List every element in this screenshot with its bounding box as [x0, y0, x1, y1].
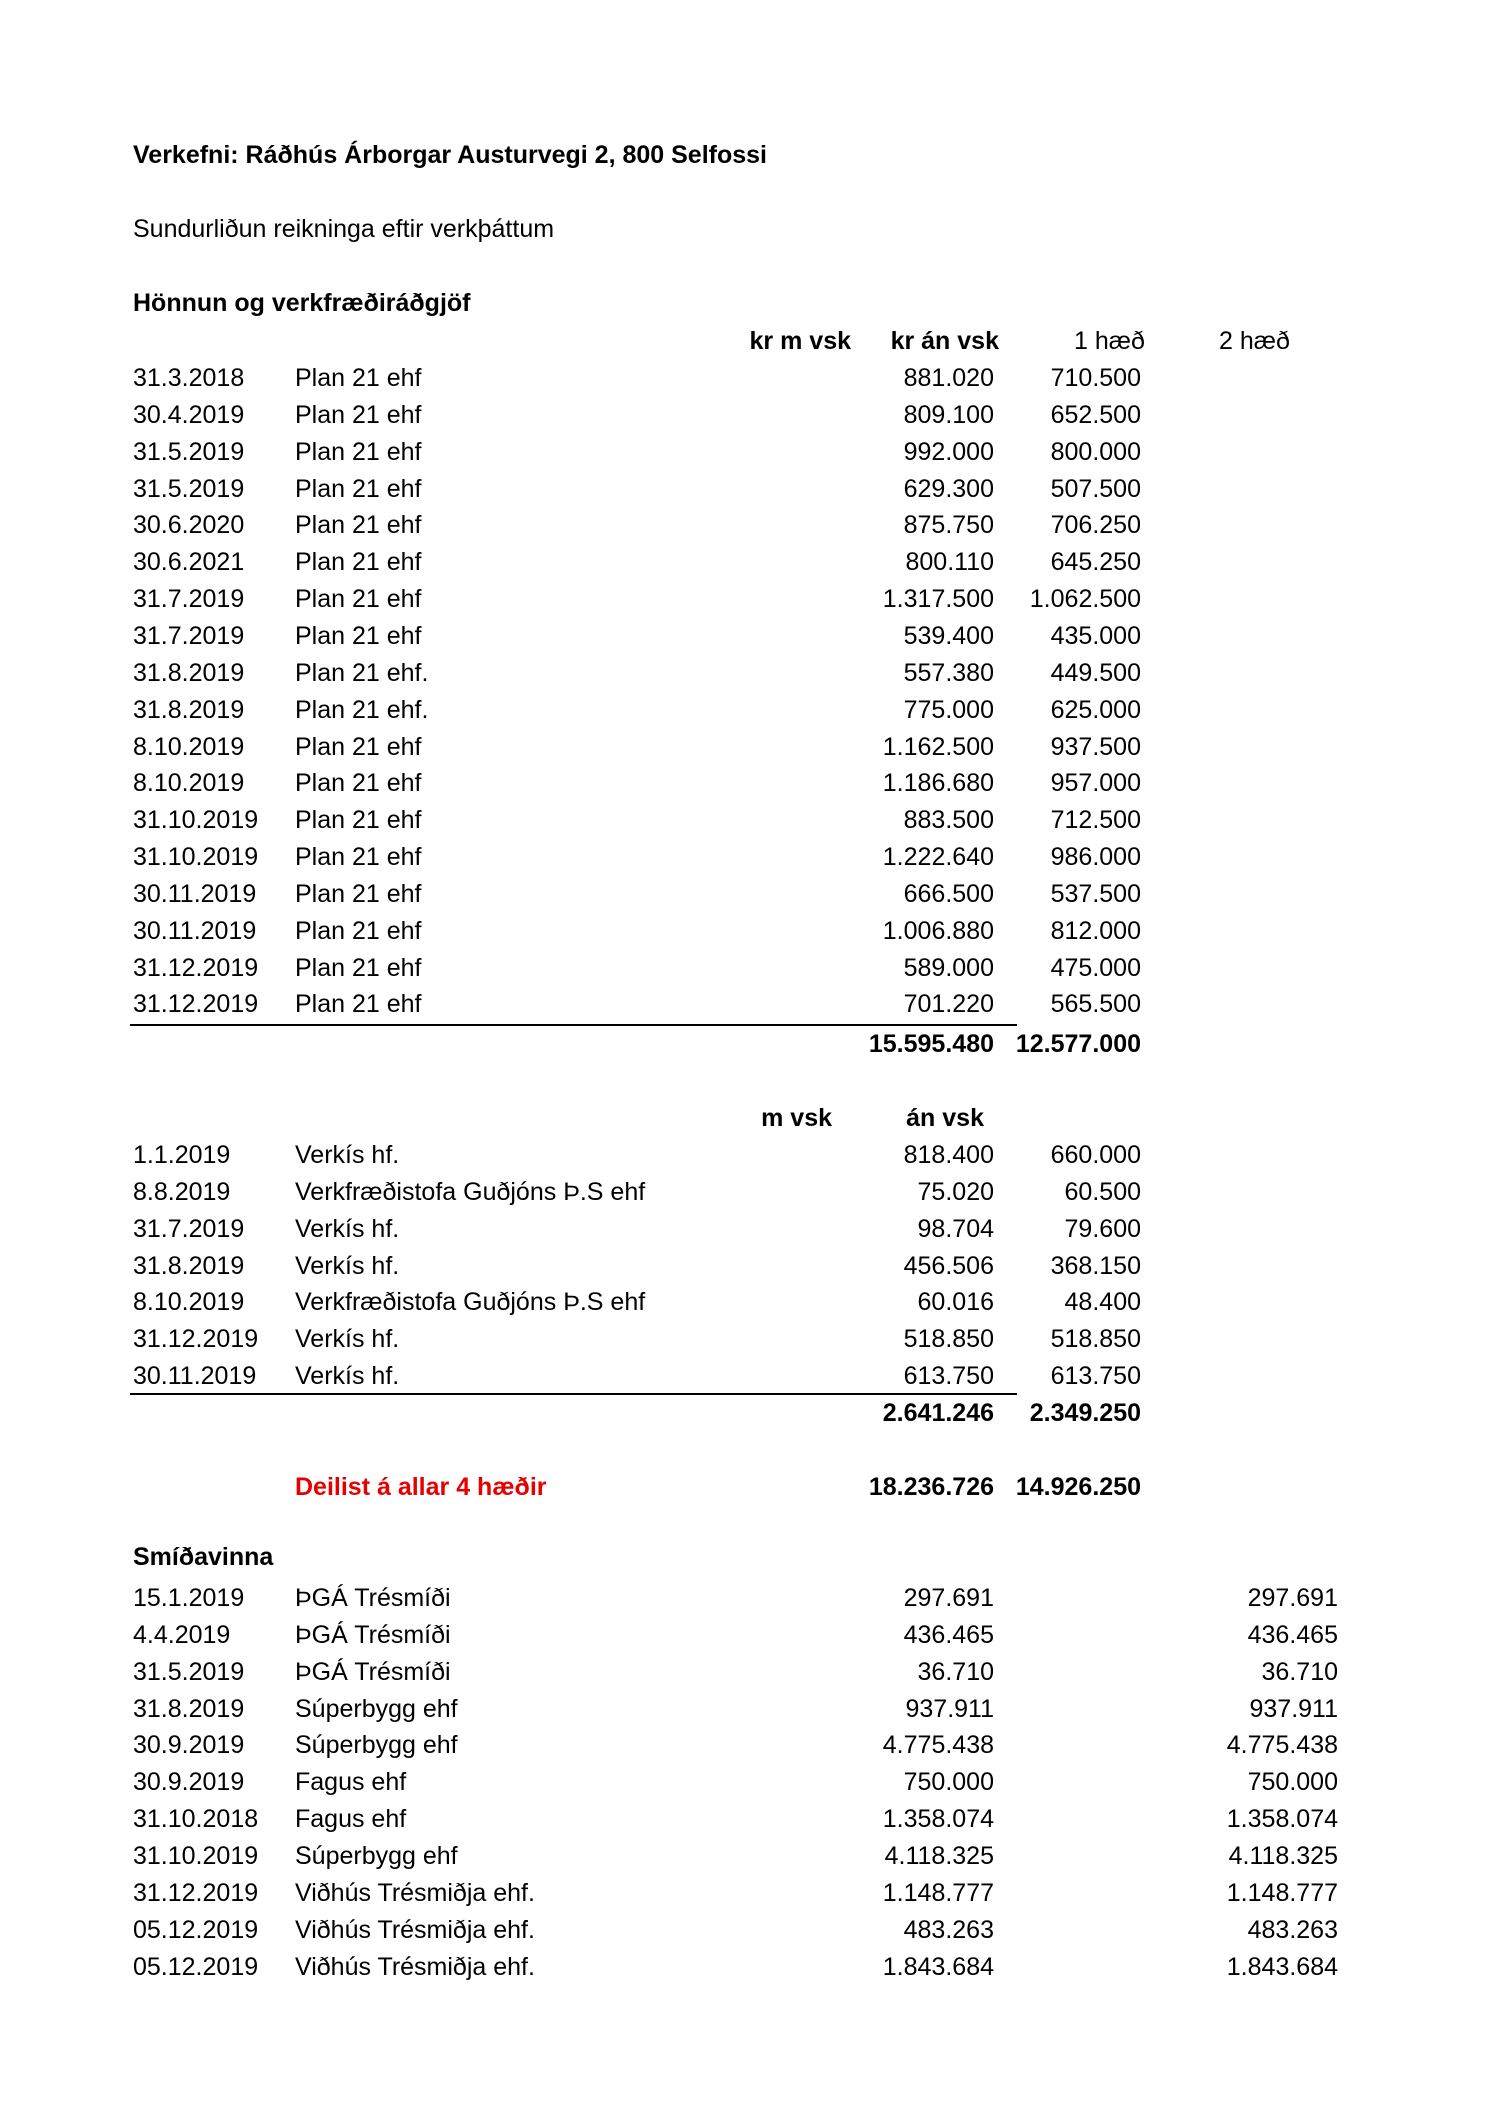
carp-amount-m-vsk: 1.358.074: [882, 1805, 994, 1834]
design-header-m-vsk: kr m vsk: [749, 327, 851, 355]
design-amount-m-vsk: 1.186.680: [882, 769, 994, 798]
carp-date: 31.12.2019: [133, 1878, 259, 1907]
design-amount-m-vsk: 539.400: [903, 621, 994, 650]
design-amount-m-vsk: 629.300: [903, 474, 994, 503]
design-vendor: Plan 21 ehf.: [295, 695, 429, 724]
design-amount-an-vsk: 706.250: [1050, 511, 1141, 540]
design-amount-m-vsk: 1.162.500: [882, 732, 994, 761]
eng-total-row: [128, 1395, 1228, 1432]
eng-amount-an-vsk: 368.150: [1050, 1251, 1141, 1280]
carp-row: [128, 1617, 1338, 1654]
design-vendor: Plan 21 ehf: [295, 916, 422, 945]
design-amount-m-vsk: 800.110: [905, 548, 994, 577]
eng-date: 30.11.2019: [133, 1362, 257, 1391]
eng-amount-an-vsk: 60.500: [1064, 1177, 1141, 1206]
carp-vendor: Viðhús Trésmiðja ehf.: [295, 1878, 535, 1907]
design-row: [128, 913, 1228, 950]
design-amount-m-vsk: 875.750: [903, 511, 994, 540]
eng-vendor: Verkfræðistofa Guðjóns Þ.S ehf: [295, 1288, 646, 1317]
design-row: [128, 765, 1228, 802]
design-amount-m-vsk: 701.220: [903, 990, 994, 1019]
design-amount-an-vsk: 537.500: [1050, 879, 1141, 908]
carp-row: [128, 1727, 1338, 1764]
carp-row: [128, 1764, 1338, 1801]
carp-date: 15.1.2019: [133, 1584, 245, 1612]
design-vendor: Plan 21 ehf: [295, 511, 422, 540]
eng-vendor: Verkfræðistofa Guðjóns Þ.S ehf: [295, 1177, 646, 1206]
carp-vendor: Fagus ehf: [295, 1768, 407, 1797]
design-amount-m-vsk: 1.006.880: [882, 916, 994, 945]
eng-date: 31.12.2019: [133, 1325, 259, 1354]
design-date: 31.3.2018: [133, 364, 245, 392]
design-amount-an-vsk: 475.000: [1050, 953, 1141, 982]
design-amount-m-vsk: 881.020: [903, 364, 994, 392]
eng-row: [128, 1284, 1228, 1321]
carp-amount-m-vsk: 483.263: [903, 1915, 994, 1944]
design-row: [128, 692, 1228, 729]
design-amount-m-vsk: 589.000: [903, 953, 994, 982]
design-vendor: Plan 21 ehf: [295, 364, 422, 392]
carp-date: 30.9.2019: [133, 1768, 245, 1797]
eng-row: [128, 1174, 1228, 1211]
carp-row: [128, 1875, 1338, 1912]
eng-amount-m-vsk: 75.020: [917, 1177, 994, 1206]
eng-vendor: Verkís hf.: [295, 1214, 400, 1243]
carp-date: 31.10.2019: [133, 1841, 259, 1870]
carp-vendor: Viðhús Trésmiðja ehf.: [295, 1915, 535, 1944]
design-amount-an-vsk: 652.500: [1050, 400, 1141, 429]
carp-row: [128, 1654, 1338, 1691]
design-header-an-vsk: kr án vsk: [890, 327, 999, 355]
carp-row: [128, 1801, 1338, 1838]
design-row: [128, 655, 1228, 692]
carp-row: [128, 1949, 1338, 1986]
eng-total-m-vsk: 2.641.246: [882, 1399, 994, 1427]
design-amount-an-vsk: 986.000: [1050, 843, 1141, 872]
carp-amount-m-vsk: 750.000: [903, 1768, 994, 1797]
eng-vendor: Verkís hf.: [295, 1141, 400, 1169]
carp-vendor: Súperbygg ehf: [295, 1694, 458, 1723]
eng-header-an-vsk: án vsk: [906, 1104, 984, 1132]
eng-amount-m-vsk: 613.750: [903, 1362, 994, 1391]
eng-vendor: Verkís hf.: [295, 1251, 400, 1280]
eng-amount-an-vsk: 518.850: [1050, 1325, 1141, 1354]
eng-date: 1.1.2019: [133, 1141, 231, 1169]
carp-vendor: ÞGÁ Trésmíði: [295, 1584, 451, 1612]
design-date: 30.6.2020: [133, 511, 245, 540]
eng-date: 31.7.2019: [133, 1214, 245, 1243]
design-date: 31.10.2019: [133, 806, 259, 835]
carp-date: 05.12.2019: [133, 1915, 259, 1944]
carp-amount-floor2: 4.118.325: [1228, 1841, 1338, 1870]
design-date: 31.8.2019: [133, 695, 245, 724]
eng-amount-an-vsk: 79.600: [1064, 1214, 1141, 1243]
carp-vendor: Fagus ehf: [295, 1805, 407, 1834]
eng-total-an-vsk: 2.349.250: [1029, 1399, 1141, 1427]
carp-amount-floor2: 1.843.684: [1226, 1952, 1338, 1981]
design-amount-an-vsk: 507.500: [1050, 474, 1141, 503]
design-date: 31.12.2019: [133, 990, 259, 1019]
carp-vendor: Súperbygg ehf: [295, 1841, 458, 1870]
design-vendor: Plan 21 ehf: [295, 474, 422, 503]
eng-amount-m-vsk: 60.016: [917, 1288, 994, 1317]
carp-amount-m-vsk: 4.118.325: [884, 1841, 994, 1870]
eng-row: [128, 1321, 1228, 1358]
carp-vendor: Viðhús Trésmiðja ehf.: [295, 1952, 535, 1981]
design-date: 31.12.2019: [133, 953, 259, 982]
carp-date: 31.10.2018: [133, 1805, 259, 1834]
carp-amount-m-vsk: 4.775.438: [882, 1731, 994, 1760]
design-row: [128, 839, 1228, 876]
design-row: [128, 950, 1228, 987]
design-amount-an-vsk: 449.500: [1050, 658, 1141, 687]
carp-vendor: ÞGÁ Trésmíði: [295, 1657, 451, 1686]
design-total-row: [128, 1026, 1228, 1063]
eng-date: 31.8.2019: [133, 1251, 245, 1280]
carp-amount-floor2: 1.358.074: [1226, 1805, 1338, 1834]
carp-amount-floor2: 297.691: [1247, 1584, 1338, 1612]
design-amount-an-vsk: 812.000: [1050, 916, 1141, 945]
carp-vendor: Súperbygg ehf: [295, 1731, 458, 1760]
design-vendor: Plan 21 ehf.: [295, 658, 429, 687]
eng-header-m-vsk: m vsk: [761, 1104, 832, 1132]
carp-amount-floor2: 750.000: [1247, 1768, 1338, 1797]
eng-date: 8.10.2019: [133, 1288, 245, 1317]
design-amount-m-vsk: 775.000: [903, 695, 994, 724]
eng-amount-m-vsk: 456.506: [903, 1251, 994, 1280]
design-vendor: Plan 21 ehf: [295, 806, 422, 835]
design-date: 31.8.2019: [133, 658, 245, 687]
design-vendor: Plan 21 ehf: [295, 843, 422, 872]
design-row: [128, 544, 1228, 581]
design-total-m-vsk: 15.595.480: [868, 1030, 994, 1058]
design-amount-an-vsk: 937.500: [1050, 732, 1141, 761]
carp-amount-m-vsk: 297.691: [903, 1584, 994, 1612]
carp-date: 4.4.2019: [133, 1620, 231, 1649]
eng-date: 8.8.2019: [133, 1177, 231, 1206]
design-date: 31.7.2019: [133, 621, 245, 650]
design-amount-an-vsk: 435.000: [1050, 621, 1141, 650]
design-vendor: Plan 21 ehf: [295, 879, 422, 908]
design-row: [128, 986, 1228, 1023]
design-header-floor2: 2 hæð: [1219, 327, 1290, 355]
design-row: [128, 876, 1228, 913]
design-vendor: Plan 21 ehf: [295, 621, 422, 650]
design-amount-an-vsk: 1.062.500: [1029, 585, 1141, 614]
carp-row: [128, 1912, 1338, 1949]
design-date: 30.11.2019: [133, 879, 257, 908]
carp-amount-m-vsk: 1.843.684: [882, 1952, 994, 1981]
design-row: [128, 729, 1228, 766]
design-date: 31.7.2019: [133, 585, 245, 614]
carp-amount-m-vsk: 36.710: [917, 1657, 994, 1686]
eng-row: [128, 1137, 1228, 1174]
eng-amount-m-vsk: 98.704: [917, 1214, 994, 1243]
design-date: 31.10.2019: [133, 843, 259, 872]
design-amount-an-vsk: 645.250: [1050, 548, 1141, 577]
carp-vendor: ÞGÁ Trésmíði: [295, 1620, 451, 1649]
eng-vendor: Verkís hf.: [295, 1325, 400, 1354]
design-vendor: Plan 21 ehf: [295, 437, 422, 466]
design-date: 30.11.2019: [133, 916, 257, 945]
design-row: [128, 618, 1228, 655]
carp-date: 30.9.2019: [133, 1731, 245, 1760]
design-amount-an-vsk: 710.500: [1050, 364, 1141, 392]
design-amount-m-vsk: 1.317.500: [882, 585, 994, 614]
design-amount-an-vsk: 712.500: [1050, 806, 1141, 835]
design-amount-m-vsk: 809.100: [903, 400, 994, 429]
carpentry-section-heading: Smíðavinna: [133, 1543, 274, 1571]
carp-row: [128, 1691, 1338, 1728]
document-subtitle: Sundurliðun reikninga eftir verkþáttum: [133, 215, 555, 243]
eng-amount-an-vsk: 613.750: [1050, 1362, 1141, 1391]
carp-date: 05.12.2019: [133, 1952, 259, 1981]
distribution-row: [128, 1469, 1228, 1506]
design-row: [128, 360, 1228, 397]
distribution-an-vsk: 14.926.250: [1015, 1473, 1141, 1501]
design-vendor: Plan 21 ehf: [295, 990, 422, 1019]
carp-date: 31.5.2019: [133, 1657, 245, 1686]
design-vendor: Plan 21 ehf: [295, 548, 422, 577]
design-amount-m-vsk: 883.500: [903, 806, 994, 835]
design-amount-m-vsk: 666.500: [903, 879, 994, 908]
carp-amount-m-vsk: 937.911: [905, 1694, 994, 1723]
design-date: 30.6.2021: [133, 548, 245, 577]
design-row: [128, 507, 1228, 544]
design-amount-an-vsk: 625.000: [1050, 695, 1141, 724]
design-row: [128, 397, 1228, 434]
design-vendor: Plan 21 ehf: [295, 585, 422, 614]
design-vendor: Plan 21 ehf: [295, 769, 422, 798]
design-date: 31.5.2019: [133, 437, 245, 466]
distribution-m-vsk: 18.236.726: [868, 1473, 994, 1501]
eng-row: [128, 1248, 1228, 1285]
eng-row: [128, 1211, 1228, 1248]
design-amount-an-vsk: 957.000: [1050, 769, 1141, 798]
design-vendor: Plan 21 ehf: [295, 732, 422, 761]
design-row: [128, 471, 1228, 508]
carp-amount-m-vsk: 436.465: [903, 1620, 994, 1649]
carp-row: [128, 1838, 1338, 1875]
design-row: [128, 802, 1228, 839]
design-amount-an-vsk: 565.500: [1050, 990, 1141, 1019]
carp-amount-floor2: 937.911: [1249, 1694, 1338, 1723]
design-date: 8.10.2019: [133, 769, 245, 798]
design-header-floor1: 1 hæð: [1074, 327, 1145, 355]
design-row: [128, 581, 1228, 618]
carp-amount-floor2: 36.710: [1261, 1657, 1338, 1686]
document-title: Verkefni: Ráðhús Árborgar Austurvegi 2, 800 Selfossi: [133, 141, 767, 169]
distribution-label: Deilist á allar 4 hæðir: [295, 1473, 547, 1501]
eng-amount-an-vsk: 48.400: [1064, 1288, 1141, 1317]
design-date: 30.4.2019: [133, 400, 245, 429]
eng-vendor: Verkís hf.: [295, 1362, 400, 1391]
eng-amount-an-vsk: 660.000: [1050, 1141, 1141, 1169]
design-amount-m-vsk: 557.380: [903, 658, 994, 687]
design-vendor: Plan 21 ehf: [295, 400, 422, 429]
design-date: 8.10.2019: [133, 732, 245, 761]
design-amount-m-vsk: 1.222.640: [882, 843, 994, 872]
carp-amount-floor2: 4.775.438: [1226, 1731, 1338, 1760]
design-date: 31.5.2019: [133, 474, 245, 503]
design-amount-m-vsk: 992.000: [903, 437, 994, 466]
carp-amount-floor2: 483.263: [1247, 1915, 1338, 1944]
carp-date: 31.8.2019: [133, 1694, 245, 1723]
carp-amount-floor2: 1.148.777: [1226, 1878, 1338, 1907]
design-total-an-vsk: 12.577.000: [1015, 1030, 1141, 1058]
eng-amount-m-vsk: 818.400: [903, 1141, 994, 1169]
design-vendor: Plan 21 ehf: [295, 953, 422, 982]
design-amount-an-vsk: 800.000: [1050, 437, 1141, 466]
carp-amount-m-vsk: 1.148.777: [882, 1878, 994, 1907]
eng-amount-m-vsk: 518.850: [903, 1325, 994, 1354]
carp-amount-floor2: 436.465: [1247, 1620, 1338, 1649]
design-row: [128, 434, 1228, 471]
carp-row: [128, 1580, 1338, 1617]
eng-row: [128, 1358, 1228, 1395]
design-section-heading: Hönnun og verkfræðiráðgjöf: [133, 289, 471, 317]
